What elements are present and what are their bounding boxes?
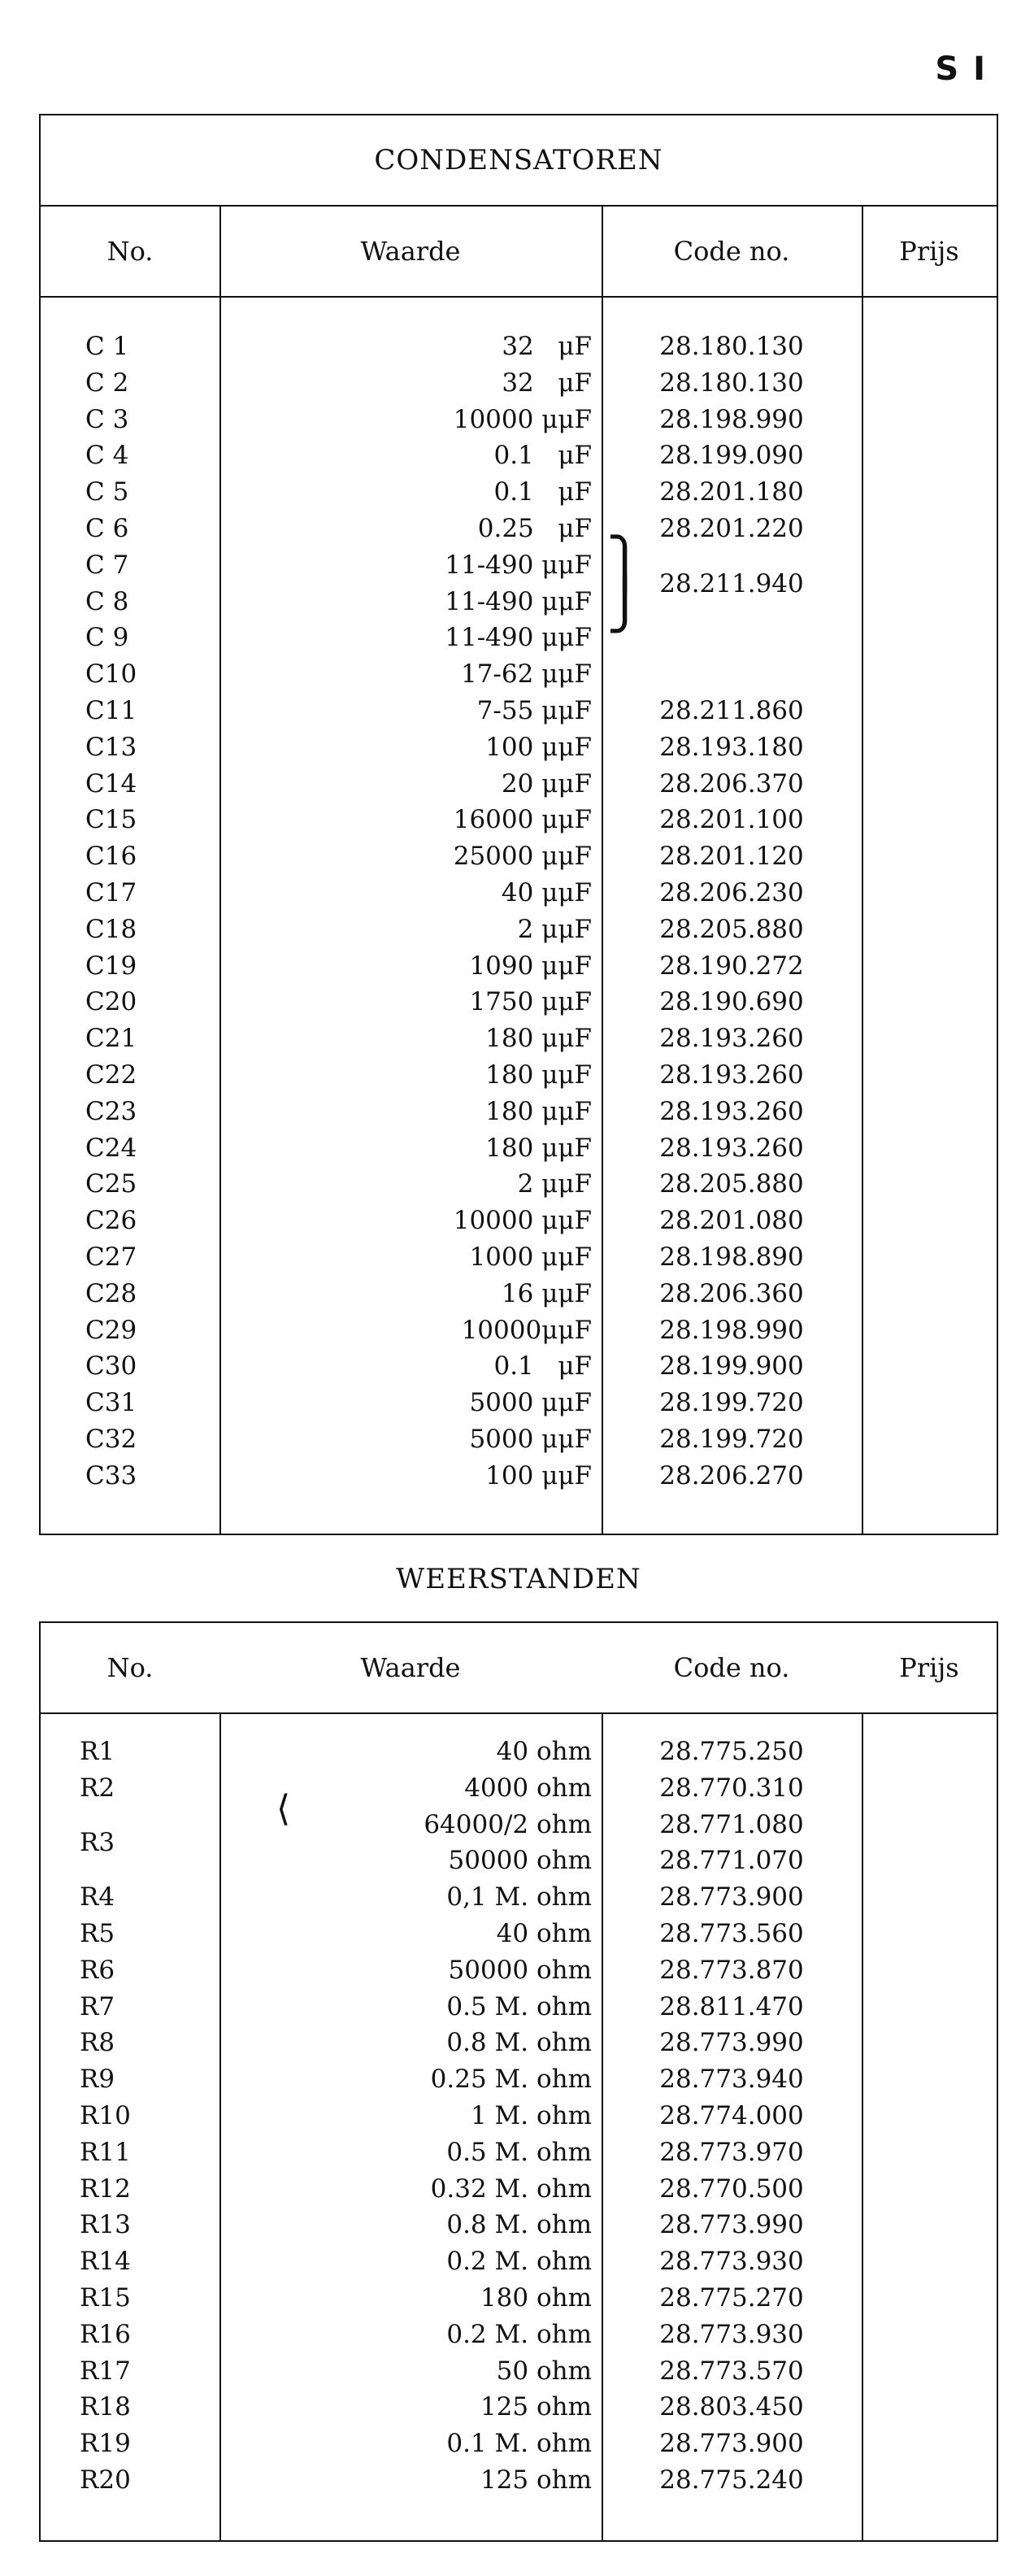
part-number: C29 bbox=[85, 1315, 137, 1345]
part-value: 16 μμF bbox=[501, 1278, 592, 1308]
part-number: R7 bbox=[80, 1991, 115, 2021]
table-row bbox=[41, 1458, 997, 1495]
table-row bbox=[41, 2171, 997, 2208]
table-row bbox=[41, 984, 997, 1020]
table-row bbox=[41, 1020, 997, 1057]
part-value: 50000 ohm bbox=[448, 1846, 592, 1876]
part-number: R4 bbox=[80, 1882, 115, 1912]
part-code: 28.774.000 bbox=[659, 2100, 804, 2130]
table-row bbox=[41, 2280, 997, 2317]
part-code: 28.773.560 bbox=[659, 1918, 804, 1948]
part-number: R15 bbox=[80, 2282, 131, 2313]
part-number: R5 bbox=[80, 1918, 115, 1948]
part-value: 11-490 μμF bbox=[445, 550, 592, 580]
table-row bbox=[41, 1057, 997, 1094]
part-value: 125 ohm bbox=[480, 2465, 592, 2495]
part-value: 20 μμF bbox=[501, 768, 592, 798]
part-value: 50000 ohm bbox=[448, 1955, 592, 1985]
part-value: 10000 μμF bbox=[453, 404, 592, 434]
part-number: C 2 bbox=[85, 368, 129, 398]
table-row bbox=[41, 2317, 997, 2353]
table-row bbox=[41, 2207, 997, 2243]
part-code: 28.775.250 bbox=[659, 1737, 804, 1766]
table-row bbox=[41, 1734, 997, 1770]
part-value: 0.25 M. ohm bbox=[430, 2065, 592, 2095]
group-brace: ⎫ bbox=[606, 535, 643, 592]
part-value: 1090 μμF bbox=[469, 951, 592, 981]
part-value: 11-490 μμF bbox=[445, 623, 592, 653]
header-waarde: Waarde bbox=[360, 236, 461, 267]
table-row bbox=[41, 1879, 997, 1916]
header-no: No. bbox=[106, 1652, 154, 1683]
part-code: 28.205.880 bbox=[659, 914, 804, 944]
part-code: 28.206.270 bbox=[659, 1460, 804, 1490]
part-value: 0.2 M. ohm bbox=[446, 2247, 592, 2277]
part-number: C27 bbox=[85, 1242, 137, 1272]
part-value: 11-490 μμF bbox=[445, 586, 592, 616]
part-value: 1000 μμF bbox=[469, 1242, 592, 1272]
part-number: R2 bbox=[80, 1773, 115, 1803]
part-number: C 3 bbox=[85, 404, 129, 434]
part-value: 125 ohm bbox=[480, 2392, 592, 2422]
table-row bbox=[41, 2353, 997, 2390]
part-number: C30 bbox=[85, 1351, 137, 1382]
part-number: C 6 bbox=[85, 513, 129, 543]
table-row bbox=[41, 1385, 997, 1421]
part-code: 28.773.870 bbox=[659, 1955, 804, 1985]
part-number: C16 bbox=[85, 842, 137, 872]
part-value: 32 μF bbox=[502, 368, 592, 398]
part-number: C23 bbox=[85, 1096, 137, 1126]
part-number: C 5 bbox=[85, 477, 129, 507]
part-code: 28.206.370 bbox=[659, 768, 804, 798]
table-row bbox=[41, 511, 997, 547]
part-number: R12 bbox=[80, 2174, 131, 2204]
part-number: R20 bbox=[80, 2465, 131, 2495]
part-code: 28.193.260 bbox=[659, 1133, 804, 1163]
part-number: C22 bbox=[85, 1060, 137, 1090]
table-row bbox=[41, 656, 997, 693]
part-value: 4000 ohm bbox=[464, 1773, 592, 1803]
part-value: 0.8 M. ohm bbox=[446, 2028, 592, 2058]
part-code: 28.193.180 bbox=[659, 732, 804, 762]
part-number: C 8 bbox=[85, 586, 129, 616]
part-number: R18 bbox=[80, 2392, 131, 2422]
part-value: 180 μμF bbox=[485, 1024, 592, 1054]
part-code: 28.193.260 bbox=[659, 1024, 804, 1054]
part-number: C10 bbox=[85, 659, 137, 690]
part-code: 28.206.360 bbox=[659, 1278, 804, 1308]
part-code: 28.773.900 bbox=[659, 2429, 804, 2459]
table-row bbox=[41, 1989, 997, 2026]
part-value: 0.1 μF bbox=[493, 477, 592, 507]
part-code: 28.180.130 bbox=[659, 332, 804, 361]
part-code: 28.201.120 bbox=[659, 842, 804, 872]
page-number: S I bbox=[935, 50, 987, 88]
table-row bbox=[41, 474, 997, 511]
part-number: C 9 bbox=[85, 623, 129, 653]
part-number: R16 bbox=[80, 2319, 131, 2349]
part-number: C21 bbox=[85, 1024, 137, 1054]
header-prijs: Prijs bbox=[899, 1652, 959, 1683]
table-row bbox=[41, 693, 997, 729]
part-code: 28.211.860 bbox=[659, 695, 804, 725]
table-row bbox=[41, 766, 997, 803]
part-number: R6 bbox=[80, 1955, 115, 1985]
part-number: R9 bbox=[80, 2065, 115, 2095]
part-code: 28.199.900 bbox=[659, 1351, 804, 1382]
table-row bbox=[41, 1276, 997, 1312]
part-number: C33 bbox=[85, 1460, 137, 1490]
part-code: 28.201.100 bbox=[659, 805, 804, 835]
table-row bbox=[41, 1952, 997, 1989]
part-value: 0.1 μF bbox=[493, 1351, 592, 1382]
part-number: C26 bbox=[85, 1206, 137, 1236]
part-code: 28.211.940 bbox=[659, 568, 804, 598]
part-code: 28.770.500 bbox=[659, 2174, 804, 2204]
table-row bbox=[41, 729, 997, 766]
part-code: 28.205.880 bbox=[659, 1169, 804, 1199]
table-row bbox=[41, 2061, 997, 2098]
part-code: 28.198.990 bbox=[659, 1315, 804, 1345]
table-row bbox=[41, 437, 997, 474]
part-code: 28.199.720 bbox=[659, 1424, 804, 1454]
table-row bbox=[41, 1239, 997, 1276]
part-number: C13 bbox=[85, 732, 137, 762]
part-code: 28.198.890 bbox=[659, 1242, 804, 1272]
part-code: 28.773.900 bbox=[659, 1882, 804, 1912]
part-code: 28.775.240 bbox=[659, 2465, 804, 2495]
part-number: C19 bbox=[85, 951, 137, 981]
part-value: 5000 μμF bbox=[469, 1388, 592, 1418]
part-value: 0.8 M. ohm bbox=[446, 2210, 592, 2240]
part-value: 180 μμF bbox=[485, 1060, 592, 1090]
part-value: 32 μF bbox=[502, 332, 592, 361]
part-code: 28.773.570 bbox=[659, 2356, 804, 2386]
part-value: 180 μμF bbox=[485, 1096, 592, 1126]
table-row bbox=[41, 802, 997, 838]
table-row bbox=[41, 912, 997, 948]
table-row bbox=[41, 329, 997, 365]
part-value: 5000 μμF bbox=[469, 1424, 592, 1454]
part-code: 28.206.230 bbox=[659, 877, 804, 907]
part-value: 25000 μμF bbox=[453, 842, 592, 872]
part-code: 28.775.270 bbox=[659, 2282, 804, 2313]
group-brace: ⟨ bbox=[276, 1788, 291, 1830]
part-value: 0,1 M. ohm bbox=[446, 1882, 592, 1912]
part-number: R14 bbox=[80, 2247, 131, 2277]
table-row bbox=[41, 1130, 997, 1167]
part-value: 100 μμF bbox=[485, 732, 592, 762]
part-value: 40 ohm bbox=[496, 1918, 592, 1948]
part-value: 1750 μμF bbox=[469, 987, 592, 1017]
part-value: 10000 μμF bbox=[453, 1206, 592, 1236]
table-row bbox=[41, 1916, 997, 1952]
part-value: 0.1 M. ohm bbox=[446, 2429, 592, 2459]
part-number: R19 bbox=[80, 2429, 131, 2459]
table-row bbox=[41, 1770, 997, 1807]
part-number: C 7 bbox=[85, 550, 129, 580]
part-value: 10000μμF bbox=[461, 1315, 592, 1345]
part-code: 28.773.990 bbox=[659, 2210, 804, 2240]
part-number: C18 bbox=[85, 914, 137, 944]
part-code: 28.771.070 bbox=[659, 1846, 804, 1876]
group-brace: ⎭ bbox=[606, 577, 643, 633]
table-row bbox=[41, 2462, 997, 2499]
part-code: 28.811.470 bbox=[659, 1991, 804, 2021]
part-code: 28.773.930 bbox=[659, 2319, 804, 2349]
part-code: 28.180.130 bbox=[659, 368, 804, 398]
part-number: C20 bbox=[85, 987, 137, 1017]
part-value: 0.5 M. ohm bbox=[446, 1991, 592, 2021]
part-number: R1 bbox=[80, 1737, 115, 1766]
table-row bbox=[41, 2426, 997, 2462]
table-row bbox=[41, 568, 997, 620]
part-number: C28 bbox=[85, 1278, 137, 1308]
part-number: R17 bbox=[80, 2356, 131, 2386]
part-code: 28.190.272 bbox=[659, 951, 804, 981]
part-value: 180 ohm bbox=[480, 2282, 592, 2313]
part-value: 7-55 μμF bbox=[476, 695, 592, 725]
table-row bbox=[41, 948, 997, 985]
table-row bbox=[41, 1166, 997, 1203]
condensatoren-title: CONDENSATOREN bbox=[41, 115, 997, 207]
part-number: C24 bbox=[85, 1133, 137, 1163]
header-code: Code no. bbox=[673, 1652, 790, 1683]
part-code: 28.201.080 bbox=[659, 1206, 804, 1236]
part-code: 28.201.180 bbox=[659, 477, 804, 507]
header-no: No. bbox=[106, 236, 154, 267]
part-value: 17-62 μμF bbox=[460, 659, 592, 690]
part-value: 2 μμF bbox=[517, 914, 592, 944]
part-value: 16000 μμF bbox=[453, 805, 592, 835]
part-value: 64000/2 ohm bbox=[424, 1809, 592, 1839]
part-value: 180 μμF bbox=[485, 1133, 592, 1163]
part-number: R8 bbox=[80, 2028, 115, 2058]
condensatoren-table bbox=[39, 114, 998, 1535]
header-code: Code no. bbox=[673, 236, 790, 267]
weerstanden-header-row bbox=[41, 1623, 997, 1714]
part-code: 28.199.720 bbox=[659, 1388, 804, 1418]
table-row bbox=[41, 2134, 997, 2171]
part-code: 28.199.090 bbox=[659, 441, 804, 471]
table-row bbox=[41, 2025, 997, 2061]
part-number: C15 bbox=[85, 805, 137, 835]
part-number: C 1 bbox=[85, 332, 129, 361]
condensatoren-header-row bbox=[41, 207, 997, 298]
table-row bbox=[41, 1348, 997, 1385]
part-code: 28.773.970 bbox=[659, 2137, 804, 2167]
part-number: C25 bbox=[85, 1169, 137, 1199]
weerstanden-rows bbox=[41, 1734, 997, 2499]
table-row bbox=[41, 1843, 997, 1879]
part-number: R11 bbox=[80, 2137, 131, 2167]
part-number: C17 bbox=[85, 877, 137, 907]
table-row bbox=[41, 2243, 997, 2280]
part-number: C11 bbox=[85, 695, 137, 725]
part-code: 28.771.080 bbox=[659, 1809, 804, 1839]
part-number: R10 bbox=[80, 2100, 131, 2130]
part-number: R13 bbox=[80, 2210, 131, 2240]
part-value: 0.32 M. ohm bbox=[430, 2174, 592, 2204]
part-code: 28.190.690 bbox=[659, 987, 804, 1017]
part-code: 28.773.930 bbox=[659, 2247, 804, 2277]
part-code: 28.773.990 bbox=[659, 2028, 804, 2058]
part-code: 28.201.220 bbox=[659, 513, 804, 543]
part-value: 0.25 μF bbox=[477, 513, 592, 543]
part-code: 28.193.260 bbox=[659, 1060, 804, 1090]
table-row bbox=[41, 620, 997, 656]
table-row bbox=[41, 1807, 997, 1857]
table-row bbox=[41, 875, 997, 912]
part-value: 2 μμF bbox=[517, 1169, 592, 1199]
table-row bbox=[41, 365, 997, 402]
part-value: 40 μμF bbox=[501, 877, 592, 907]
table-row bbox=[41, 1312, 997, 1349]
part-value: 40 ohm bbox=[496, 1737, 592, 1766]
part-number: C32 bbox=[85, 1424, 137, 1454]
table-row bbox=[41, 1203, 997, 1239]
weerstanden-title: WEERSTANDEN bbox=[396, 1563, 641, 1595]
part-number: R3 bbox=[80, 1827, 115, 1857]
part-code: 28.770.310 bbox=[659, 1773, 804, 1803]
part-code: 28.198.990 bbox=[659, 404, 804, 434]
part-number: C31 bbox=[85, 1388, 137, 1418]
part-value: 1 M. ohm bbox=[470, 2100, 592, 2130]
part-number: C 4 bbox=[85, 441, 129, 471]
part-code: 28.803.450 bbox=[659, 2392, 804, 2422]
part-value: 0.2 M. ohm bbox=[446, 2319, 592, 2349]
weerstanden-table bbox=[39, 1621, 998, 2542]
part-value: 50 ohm bbox=[496, 2356, 592, 2386]
part-code: 28.193.260 bbox=[659, 1096, 804, 1126]
part-value: 100 μμF bbox=[485, 1460, 592, 1490]
table-row bbox=[41, 2389, 997, 2426]
condensatoren-rows bbox=[41, 329, 997, 1495]
table-row bbox=[41, 838, 997, 875]
table-row bbox=[41, 1094, 997, 1130]
header-prijs: Prijs bbox=[899, 236, 959, 267]
header-waarde: Waarde bbox=[360, 1652, 461, 1683]
table-row bbox=[41, 1421, 997, 1458]
part-code: 28.773.940 bbox=[659, 2065, 804, 2095]
part-value: 0.1 μF bbox=[493, 441, 592, 471]
part-value: 0.5 M. ohm bbox=[446, 2137, 592, 2167]
part-number: C14 bbox=[85, 768, 137, 798]
table-row bbox=[41, 402, 997, 438]
table-row bbox=[41, 2098, 997, 2134]
